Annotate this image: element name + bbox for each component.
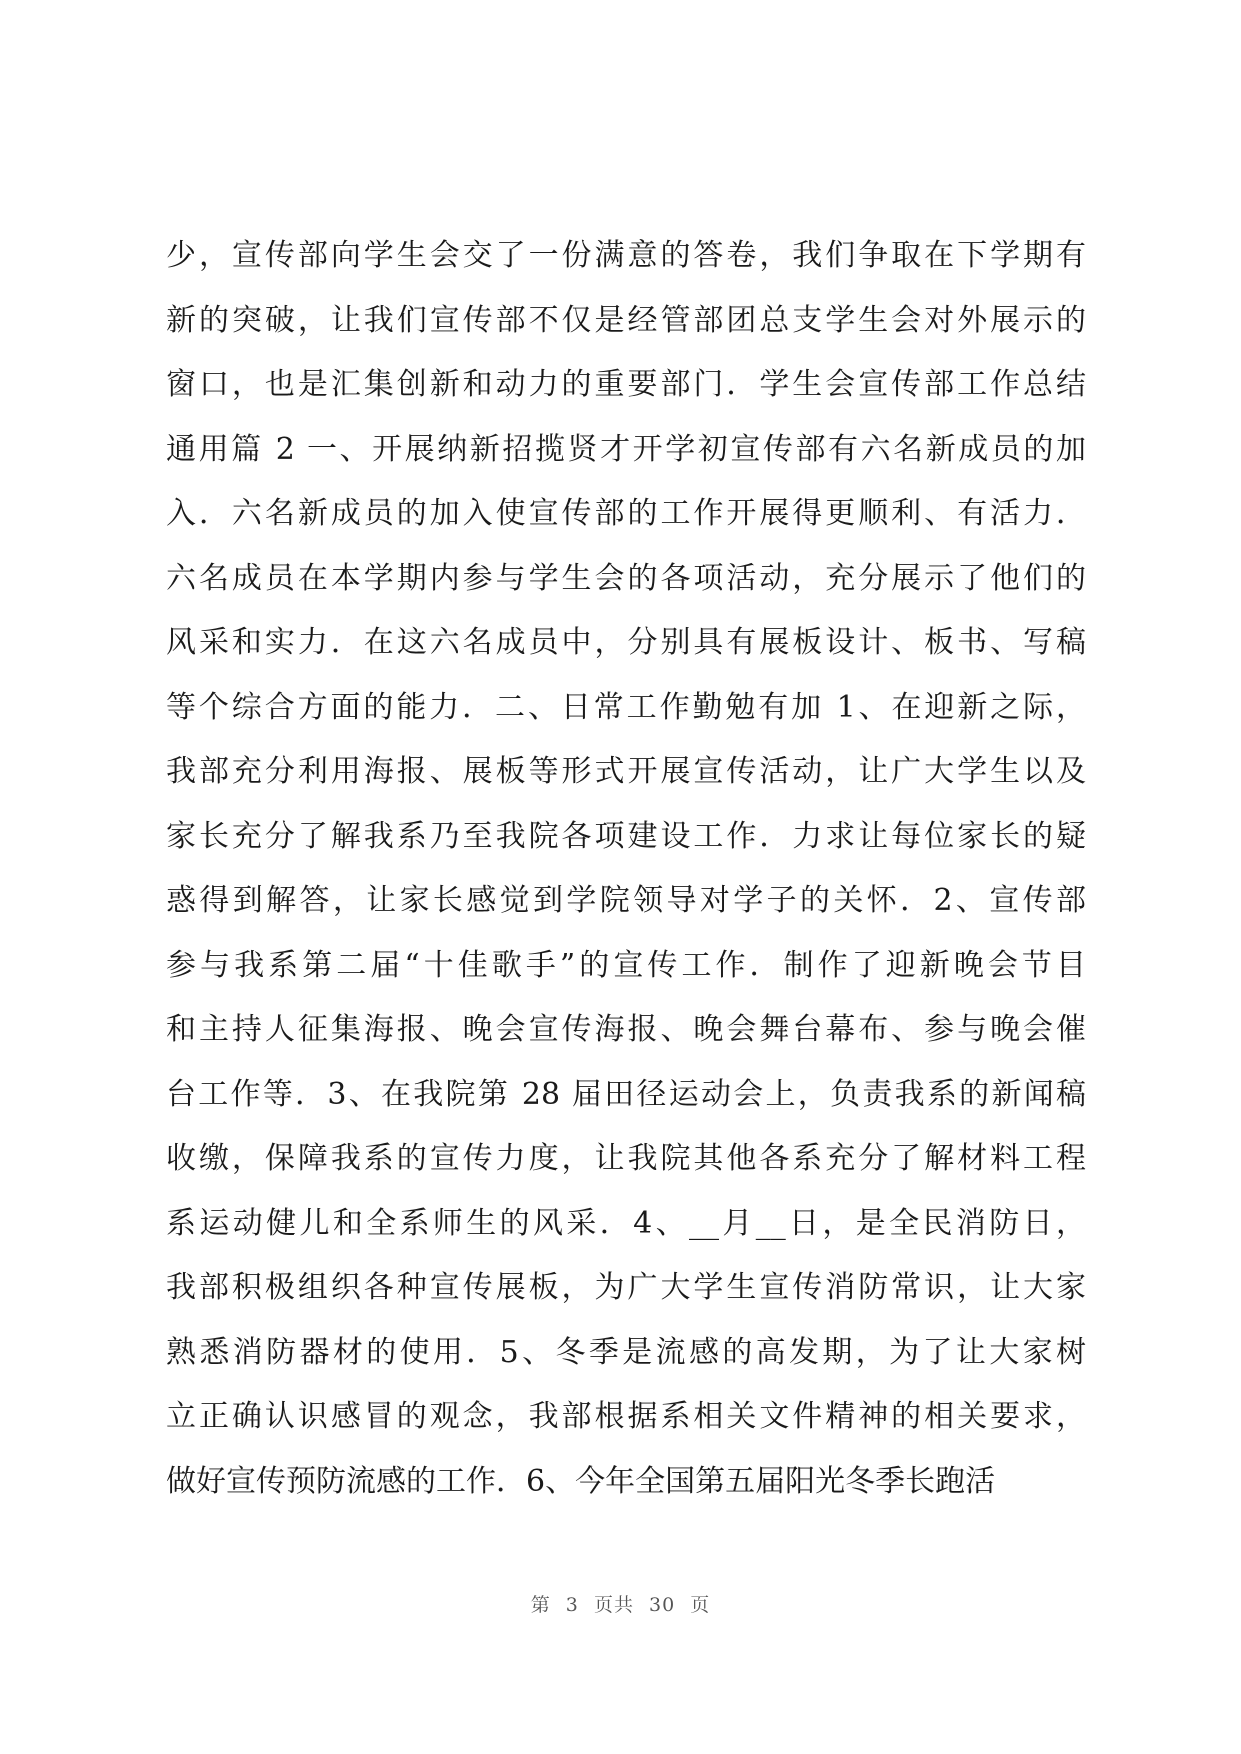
page-footer bbox=[0, 1590, 1241, 1617]
text-line: 少，宣传部向学生会交了一份满意的答卷，我们争取在下学期有 bbox=[166, 238, 1086, 273]
text-line: 家长充分了解我系乃至我院各项建设工作．力求让每位家长的疑 bbox=[166, 818, 1086, 854]
footer-prefix: 第 bbox=[530, 1594, 551, 1616]
text-line: 我部积极组织各种宣传展板，为广大学生宣传消防常识，让大家 bbox=[166, 1270, 1086, 1305]
text-line: 和主持人征集海报、晚会宣传海报、晚会舞台幕布、参与晚会催 bbox=[166, 1012, 1086, 1047]
text-line: 入．六名新成员的加入使宣传部的工作开展得更顺利、有活力． bbox=[166, 496, 1086, 531]
text-line: 收缴，保障我系的宣传力度，让我院其他各系充分了解材料工程 bbox=[166, 1141, 1086, 1176]
text-line: 做好宣传预防流感的工作．6、今年全国第五届阳光冬季长跑活 bbox=[166, 1463, 996, 1499]
text-line: 系运动健儿和全系师生的风采．4、__月__日，是全民消防日， bbox=[166, 1205, 1086, 1241]
text-line: 风采和实力．在这六名成员中，分别具有展板设计、板书、写稿 bbox=[166, 625, 1086, 660]
text-line: 立正确认识感冒的观念，我部根据系相关文件精神的相关要求， bbox=[166, 1399, 1086, 1434]
text-line: 通用篇 2 一、开展纳新招揽贤才开学初宣传部有六名新成员的加 bbox=[166, 431, 1086, 467]
text-line: 台工作等．3、在我院第 28 届田径运动会上，负责我系的新闻稿 bbox=[166, 1076, 1086, 1112]
text-line: 窗口，也是汇集创新和动力的重要部门．学生会宣传部工作总结 bbox=[166, 367, 1086, 402]
text-line: 新的突破，让我们宣传部不仅是经管部团总支学生会对外展示的 bbox=[166, 302, 1086, 338]
current-page-number: 3 bbox=[565, 1594, 579, 1616]
text-line: 参与我系第二届“十佳歌手”的宣传工作．制作了迎新晚会节目 bbox=[166, 947, 1086, 983]
text-line: 惑得到解答，让家长感觉到学院领导对学子的关怀．2、宣传部 bbox=[166, 883, 1086, 918]
body-text bbox=[166, 224, 1086, 1514]
footer-suffix: 页 bbox=[690, 1594, 711, 1616]
text-line: 等个综合方面的能力．二、日常工作勤勉有加 1、在迎新之际， bbox=[166, 689, 1086, 725]
text-line: 我部充分利用海报、展板等形式开展宣传活动，让广大学生以及 bbox=[166, 754, 1086, 789]
text-line: 熟悉消防器材的使用．5、冬季是流感的高发期，为了让大家树 bbox=[166, 1334, 1086, 1370]
total-pages: 30 bbox=[649, 1594, 676, 1616]
footer-middle: 页共 bbox=[593, 1594, 634, 1616]
text-line: 六名成员在本学期内参与学生会的各项活动，充分展示了他们的 bbox=[166, 560, 1086, 596]
